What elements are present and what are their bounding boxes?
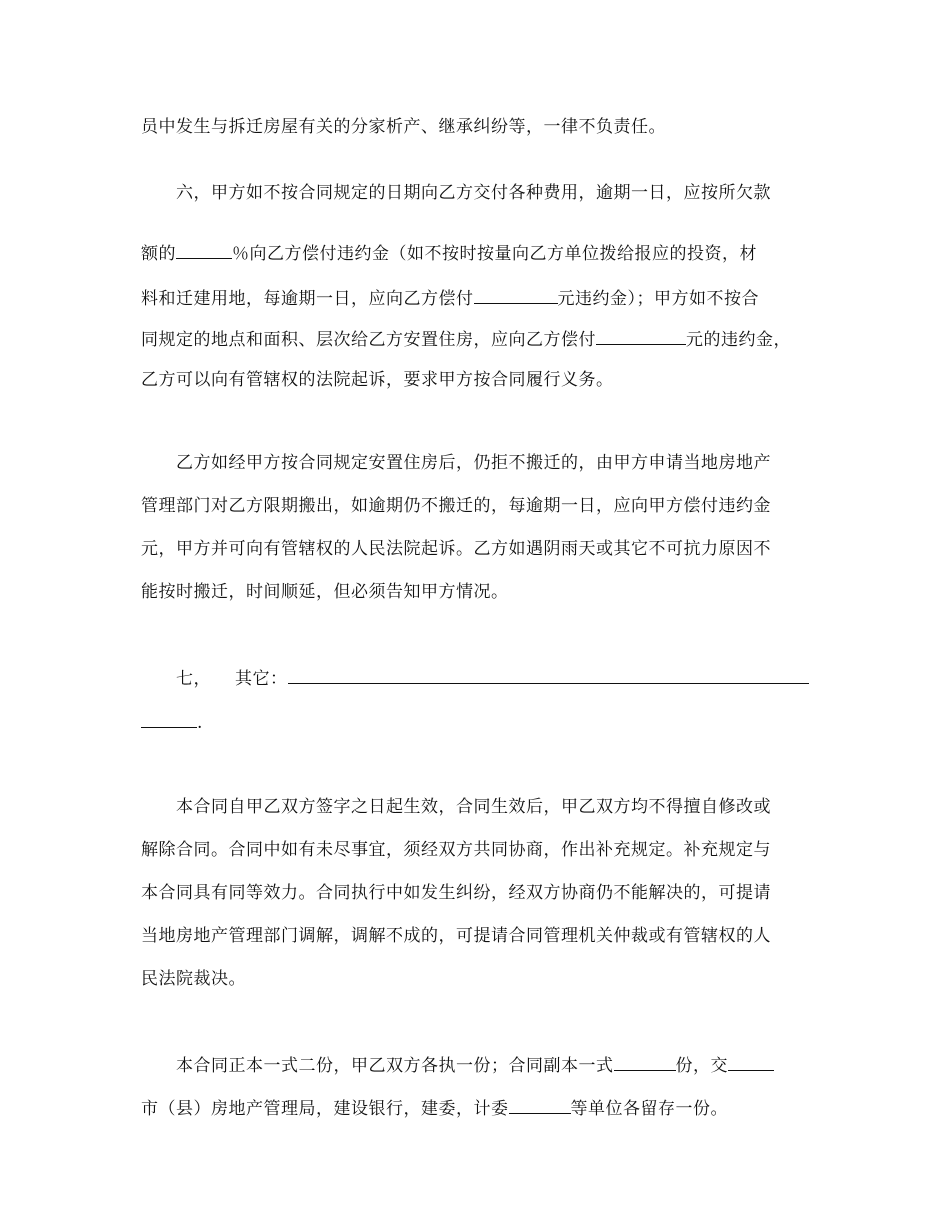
paragraph-3-line-3: 元，甲方并可向有管辖权的人民法院起诉。乙方如遇阴雨天或其它不可抗力原因不: [141, 539, 771, 559]
paragraph-2-line-2: 额的 ％向乙方偿付违约金（如不按时按量向乙方单位拨给报应的投资，材: [141, 241, 757, 265]
paragraph-2-line-4: 同规定的地点和面积、层次给乙方安置住房，应向乙方偿付 元的违约金，: [141, 327, 791, 351]
paragraph-5-line-1: 本合同自甲乙双方签字之日起生效，合同生效后，甲乙双方均不得擅自修改或: [176, 797, 771, 817]
paragraph-5-line-4: 当地房地产管理部门调解，调解不成的，可提请合同管理机关仲裁或有管辖权的人: [141, 926, 771, 946]
paragraph-5-line-3: 本合同具有同等效力。合同执行中如发生纠纷，经双方协商仍不能解决的，可提请: [141, 883, 771, 903]
paragraph-1-line-1: 员中发生与拆迁房屋有关的分家析产、继承纠纷等，一律不负责任。: [141, 117, 666, 137]
daily-penalty-amount-blank: [474, 286, 558, 304]
paragraph-3-line-1: 乙方如经甲方按合同规定安置住房后，仍拒不搬迁的，由甲方申请当地房地产: [176, 453, 771, 473]
paragraph-6-line-1: 本合同正本一式二份，甲乙双方各执一份；合同副本一式 份，交: [176, 1053, 774, 1077]
other-unit-blank: [509, 1096, 571, 1114]
paragraph-5-line-5: 民法院裁决。: [141, 969, 246, 989]
other-terms-blank-1: [288, 666, 809, 684]
paragraph-6-line-2: 市（县）房地产管理局，建设银行，建委，计委 等单位各留存一份。: [141, 1096, 728, 1120]
penalty-percent-blank: [176, 241, 232, 259]
paragraph-4-line-1: 七， 其它：: [176, 666, 809, 690]
paragraph-2-line-1: 六，甲方如不按合同规定的日期向乙方交付各种费用，逾期一日，应按所欠款: [176, 183, 771, 203]
city-name-blank: [728, 1053, 774, 1071]
paragraph-3-line-2: 管理部门对乙方限期搬出，如逾期仍不搬迁的，每逾期一日，应向甲方偿付违约金: [141, 496, 771, 516]
paragraph-4-line-2: .: [141, 710, 203, 734]
other-terms-blank-2: [141, 710, 197, 728]
paragraph-2-line-3: 料和迁建用地，每逾期一日，应向乙方偿付 元违约金）；甲方如不按合: [141, 286, 759, 310]
housing-penalty-amount-blank: [596, 327, 686, 345]
copy-count-blank: [614, 1053, 676, 1071]
paragraph-3-line-4: 能按时搬迁，时间顺延，但必须告知甲方情况。: [141, 582, 509, 602]
paragraph-5-line-2: 解除合同。合同中如有未尽事宜，须经双方共同协商，作出补充规定。补充规定与: [141, 840, 771, 860]
paragraph-2-line-5: 乙方可以向有管辖权的法院起诉，要求甲方按合同履行义务。: [141, 370, 614, 390]
